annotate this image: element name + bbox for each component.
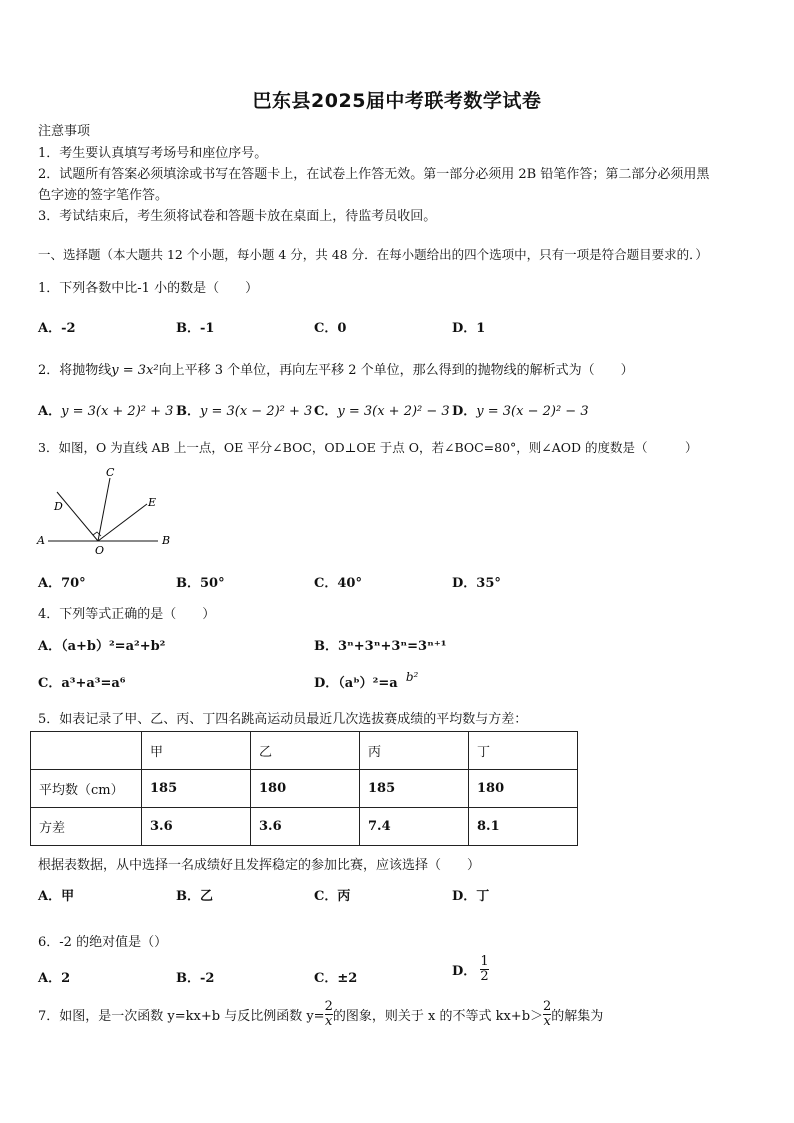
q1-stem: 1．下列各数中比-1 小的数是（ ） xyxy=(38,281,259,296)
section-heading: 一、选择题（本大题共 12 个小题，每小题 4 分，共 48 分．在每小题给出的四个选项中，只有一项是符合题目要求的．） xyxy=(38,247,708,262)
table-cell: 3.6 xyxy=(251,808,360,846)
q3-option-c: C．40° xyxy=(314,576,362,591)
q2-option-d-expr: y = 3(x − 2)² − 3 xyxy=(476,404,589,419)
q4-stem: 4．下列等式正确的是（ ） xyxy=(38,607,216,622)
q2-option-b-expr: y = 3(x − 2)² + 3 xyxy=(200,404,313,419)
table-cell: 185 xyxy=(142,770,251,808)
table-header-row xyxy=(31,732,578,770)
q6-option-d-label: D． xyxy=(452,964,477,979)
fraction-numerator: 2 xyxy=(324,999,333,1014)
q4-option-d xyxy=(314,672,418,691)
q2-stem-func: y = 3x² xyxy=(111,363,159,378)
page-title: 巴东县2025届中考联考数学试卷 xyxy=(252,90,542,112)
fraction-numerator: 2 xyxy=(543,999,552,1014)
q1-option-d: D．1 xyxy=(452,321,486,336)
table-cell: 丙 xyxy=(360,732,469,770)
q5-option-c: C．丙 xyxy=(314,889,351,904)
q4-option-c: C．a³+a³=a⁶ xyxy=(38,676,126,691)
q6-option-a: A．2 xyxy=(38,971,71,986)
notice-heading: 注意事项 xyxy=(38,124,91,139)
q5-question: 根据表数据，从中选择一名成绩好且发挥稳定的参加比赛，应该选择（ ） xyxy=(38,858,481,873)
q5-stem: 5．如表记录了甲、乙、丙、丁四名跳高运动员最近几次选拔赛成绩的平均数与方差： xyxy=(38,712,528,727)
q4-option-d-text: D．（aᵇ）²=a xyxy=(314,676,398,691)
q2-stem-post: 向上平移 3 个单位，再向左平移 2 个单位，那么得到的抛物线的解析式为（ ） xyxy=(158,363,634,378)
point-a-label: A xyxy=(37,534,45,547)
q5-option-a: A．甲 xyxy=(38,889,75,904)
table-cell xyxy=(31,732,142,770)
notice-item-3: 3．考试结束后，考生须将试卷和答题卡放在桌面上，待监考员收回。 xyxy=(38,209,437,224)
q2-stem xyxy=(38,359,634,378)
q2-option-c-expr: y = 3(x + 2)² − 3 xyxy=(337,404,450,419)
q3-angle-figure xyxy=(30,462,180,562)
table-cell: 乙 xyxy=(251,732,360,770)
fraction-denominator: 2 xyxy=(480,969,489,984)
q6-option-c: C．±2 xyxy=(314,971,358,986)
table-cell: 8.1 xyxy=(469,808,578,846)
q5-data-table xyxy=(30,731,578,846)
fraction-denominator: x xyxy=(325,1014,333,1029)
q7-fraction-1 xyxy=(325,1000,333,1029)
point-d-label: D xyxy=(54,500,63,513)
q6-option-d-fraction xyxy=(480,955,488,984)
q4-option-d-exponent: b² xyxy=(405,670,419,684)
ray-oc xyxy=(98,478,110,541)
q7-stem-post: 的解集为 xyxy=(551,1009,604,1024)
q2-option-d-label: D． xyxy=(452,404,477,419)
point-b-label: B xyxy=(162,534,171,547)
q3-option-d: D．35° xyxy=(452,576,501,591)
q2-option-a xyxy=(38,400,173,419)
fraction-numerator: 1 xyxy=(480,954,489,969)
q2-option-a-label: A． xyxy=(38,404,62,419)
q6-option-d xyxy=(452,955,489,984)
ray-oe xyxy=(98,504,147,541)
q1-option-a: A．-2 xyxy=(38,321,76,336)
q1-option-c: C．0 xyxy=(314,321,347,336)
table-cell: 丁 xyxy=(469,732,578,770)
q4-option-b: B．3ⁿ+3ⁿ+3ⁿ=3ⁿ⁺¹ xyxy=(314,639,447,654)
table-cell: 方差 xyxy=(31,808,142,846)
fraction-denominator: x xyxy=(543,1014,551,1029)
notice-item-2-cont: 色字迹的签字笔作答。 xyxy=(38,188,169,203)
q2-option-c-label: C． xyxy=(314,404,338,419)
q2-option-b xyxy=(176,400,312,419)
ray-od xyxy=(57,492,98,541)
notice-item-1: 1．考生要认真填写考场号和座位序号。 xyxy=(38,146,268,161)
q2-option-b-label: B． xyxy=(176,404,200,419)
q1-option-b: B．-1 xyxy=(176,321,215,336)
q7-stem xyxy=(38,1000,603,1029)
table-cell: 3.6 xyxy=(142,808,251,846)
q2-option-a-expr: y = 3(x + 2)² + 3 xyxy=(61,404,174,419)
q6-option-b: B．-2 xyxy=(176,971,215,986)
table-cell: 甲 xyxy=(142,732,251,770)
q2-stem-pre: 2．将抛物线 xyxy=(38,363,112,378)
q7-stem-pre: 7．如图，是一次函数 y=kx+b 与反比例函数 y= xyxy=(38,1009,325,1024)
notice-item-2: 2．试题所有答案必须填涂或书写在答题卡上，在试卷上作答无效。第一部分必须用 2B 铅笔作答；第二部分必须用黑 xyxy=(38,167,710,182)
point-o-label: O xyxy=(95,544,105,557)
q3-stem: 3．如图，O 为直线 AB 上一点，OE 平分∠BOC，OD⊥OE 于点 O，若∠BOC=80°，则∠AOD 的度数是（ ） xyxy=(38,440,698,455)
table-cell: 7.4 xyxy=(360,808,469,846)
q7-stem-mid: 的图象，则关于 x 的不等式 kx+b＞ xyxy=(332,1009,544,1024)
point-e-label: E xyxy=(148,496,157,509)
q2-option-d xyxy=(452,400,589,419)
table-cell: 180 xyxy=(251,770,360,808)
point-c-label: C xyxy=(106,466,115,479)
q3-option-b: B．50° xyxy=(176,576,225,591)
q6-stem: 6．-2 的绝对值是（） xyxy=(38,935,168,950)
q5-option-b: B．乙 xyxy=(176,889,213,904)
q3-option-a: A．70° xyxy=(38,576,86,591)
table-cell: 185 xyxy=(360,770,469,808)
q4-option-a: A．（a+b）²=a²+b² xyxy=(38,639,166,654)
table-cell: 180 xyxy=(469,770,578,808)
q2-option-c xyxy=(314,400,450,419)
table-row xyxy=(31,770,578,808)
table-cell: 平均数（cm） xyxy=(31,770,142,808)
q5-option-d: D．丁 xyxy=(452,889,490,904)
table-row xyxy=(31,808,578,846)
